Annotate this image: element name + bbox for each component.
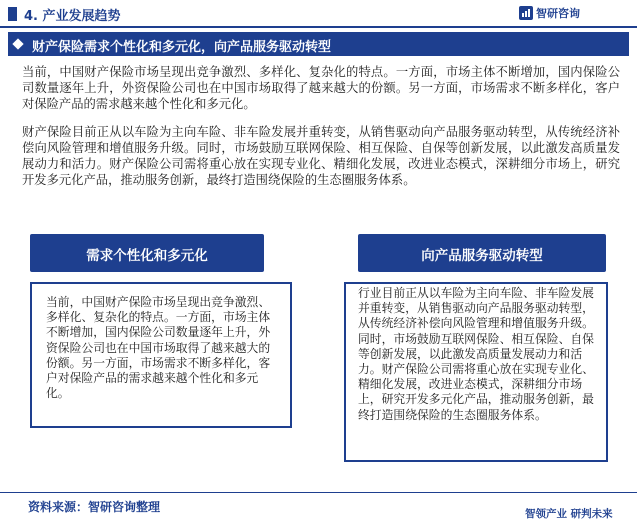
card-body-transform xyxy=(344,282,608,462)
footer-divider xyxy=(0,492,637,493)
diamond-bullet-icon xyxy=(12,38,23,49)
card-header-transform xyxy=(358,234,606,272)
logo-icon xyxy=(519,6,533,20)
section-marker xyxy=(8,7,17,21)
trend-paragraph: 财产保险目前正从以车险为主向车险、非车险发展并重转变，从销售驱动向产品服务驱动转型，从传统经济补偿向风险管理和增值服务升级。同时，市场鼓励互联网保险、相互保险、自保等创新发展，以此激发高质量发展动力和活力。财产保险公司需将重心放在实现专业化、精细化发展，改进业态模式，深耕细分市场上，研究开发多元化产品，推动服务创新，最终打造围绕保险的生态圈服务体系。 xyxy=(22,125,620,187)
page-header xyxy=(0,0,637,28)
header-divider xyxy=(0,26,637,28)
card-title: 需求个性化和多元化 xyxy=(86,248,208,264)
card-body-demand xyxy=(30,282,292,428)
card-text: 当前，中国财产保险市场呈现出竞争激烈、多样化、复杂化的特点。一方面，市场主体不断增加，国内保险公司数量逐年上升，外资保险公司也在中国市场取得了越来越大的份额。另一方面，市场需求不断多样化，客户对保险产品的需求越来越个性化和多元化。 xyxy=(46,295,271,401)
card-header-demand xyxy=(30,234,264,272)
section-title: 4. 产业发展趋势 xyxy=(24,9,121,24)
source-note: 资料来源：智研咨询整理 xyxy=(28,500,161,514)
brand-tagline: 智领产业 研判未来 xyxy=(525,508,613,520)
brand-logo xyxy=(519,5,580,21)
intro-paragraph: 当前，中国财产保险市场呈现出竞争激烈、多样化、复杂化的特点。一方面，市场主体不断增加，国内保险公司数量逐年上升，外资保险公司也在中国市场取得了越来越大的份额。另一方面，市场需求不断多样化，客户对保险产品的需求越来越个性化和多元化。 xyxy=(22,65,620,111)
card-text: 行业目前正从以车险为主向车险、非车险发展并重转变，从销售驱动向产品服务驱动转型，从传统经济补偿向风险管理和增值服务升级。同时，市场鼓励互联网保险、相互保险、自保等创新发展，以此激发高质量发展动力和活力。财产保险公司需将重心放在实现专业化、精细化发展，改进业态模式，深耕细分市场上，研究开发多元化产品，推动服务创新，最终打造围绕保险的生态圈服务体系。 xyxy=(358,286,594,422)
card-title: 向产品服务驱动转型 xyxy=(421,248,543,264)
topic-banner xyxy=(8,32,629,56)
banner-title: 财产保险需求个性化和多元化，向产品服务驱动转型 xyxy=(32,40,332,55)
logo-text: 智研咨询 xyxy=(536,7,580,20)
